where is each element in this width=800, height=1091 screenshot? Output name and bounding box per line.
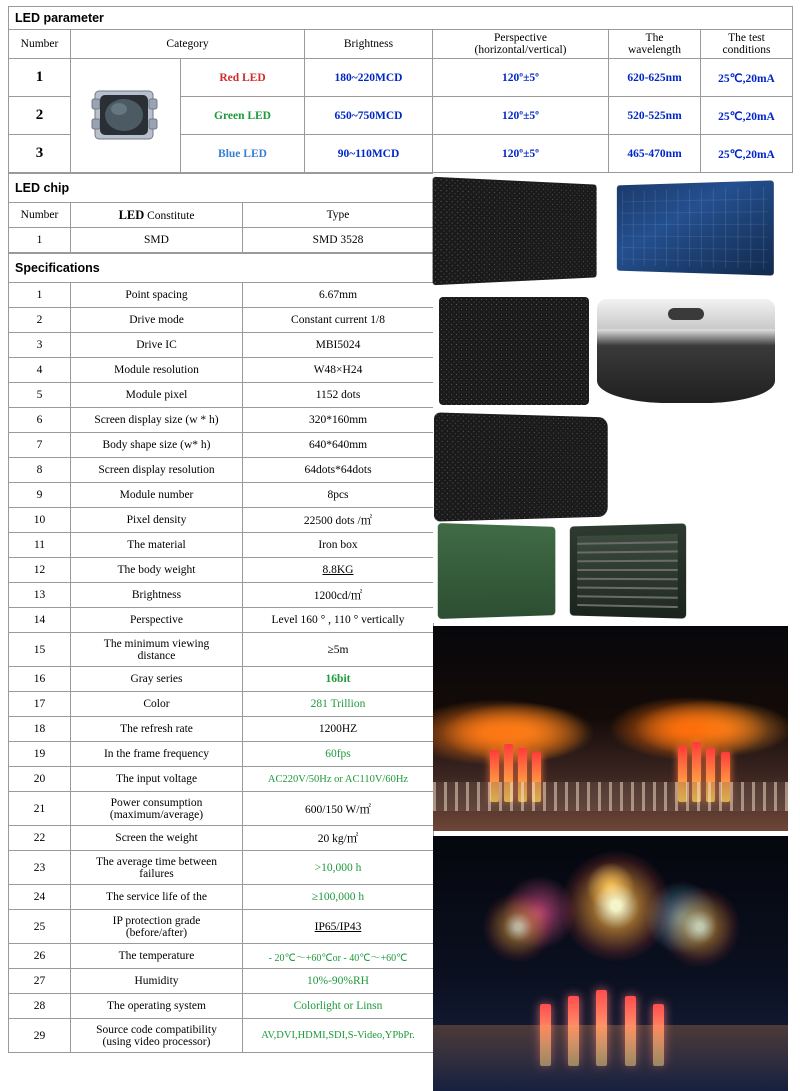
table-row bbox=[9, 944, 434, 969]
spec-value: 20 kg/㎡ bbox=[243, 826, 434, 851]
spec-no: 17 bbox=[9, 692, 71, 717]
table-row bbox=[9, 583, 434, 608]
led-parameter-title: LED parameter bbox=[9, 7, 793, 30]
spec-no: 23 bbox=[9, 851, 71, 885]
spec-name: Module pixel bbox=[71, 383, 243, 408]
spec-no: 26 bbox=[9, 944, 71, 969]
spec-value: Iron box bbox=[243, 533, 434, 558]
spec-no: 21 bbox=[9, 792, 71, 826]
spec-no: 29 bbox=[9, 1019, 71, 1053]
led-brightness-green: 650~750MCD bbox=[305, 97, 433, 135]
spec-value: 640*640mm bbox=[243, 433, 434, 458]
specifications-title: Specifications bbox=[9, 254, 434, 283]
spec-no: 6 bbox=[9, 408, 71, 433]
table-row bbox=[9, 692, 434, 717]
section-title-row bbox=[9, 254, 434, 283]
spec-value: Colorlight or Linsn bbox=[243, 994, 434, 1019]
header-wavelength bbox=[609, 30, 701, 59]
chip-row-constitute: SMD bbox=[71, 228, 243, 253]
spec-no: 5 bbox=[9, 383, 71, 408]
led-curved-display-panel-photo bbox=[597, 299, 775, 403]
spec-no: 2 bbox=[9, 308, 71, 333]
spec-name: The service life of the bbox=[71, 885, 243, 910]
table-row bbox=[9, 308, 434, 333]
table-row bbox=[9, 910, 434, 944]
spec-name: The body weight bbox=[71, 558, 243, 583]
spec-value: 1152 dots bbox=[243, 383, 434, 408]
led-wavelength-red: 620-625nm bbox=[609, 59, 701, 97]
images-row-4 bbox=[433, 523, 788, 623]
spec-no: 8 bbox=[9, 458, 71, 483]
table-row bbox=[9, 558, 434, 583]
spec-name: The material bbox=[71, 533, 243, 558]
section-title-row bbox=[9, 7, 793, 30]
led-module-pcb-photo bbox=[617, 180, 774, 275]
left-tables-column bbox=[8, 173, 433, 1053]
led-perspective-blue: 120º±5º bbox=[433, 135, 609, 173]
led-test-green: 25℃,20mA bbox=[701, 97, 793, 135]
chip-header-number: Number bbox=[9, 203, 71, 228]
spec-name-line1: Source code compatibility bbox=[96, 1023, 217, 1036]
spec-no: 1 bbox=[9, 283, 71, 308]
spec-value: ≥100,000 h bbox=[243, 885, 434, 910]
spec-name: Pixel density bbox=[71, 508, 243, 533]
led-perspective-red: 120º±5º bbox=[433, 59, 609, 97]
spec-name-line2: failures bbox=[139, 867, 174, 880]
spec-no: 3 bbox=[9, 333, 71, 358]
table-row bbox=[9, 885, 434, 910]
table-row bbox=[9, 1019, 434, 1053]
images-row-2 bbox=[433, 293, 788, 413]
spec-name-line2: (maximum/average) bbox=[109, 808, 204, 821]
spec-name: The refresh rate bbox=[71, 717, 243, 742]
spec-value: 8.8KG bbox=[243, 558, 434, 583]
led-category-green: Green LED bbox=[181, 97, 305, 135]
header-test-conditions bbox=[701, 30, 793, 59]
table-row bbox=[9, 533, 434, 558]
spec-name: Screen display size (w * h) bbox=[71, 408, 243, 433]
spec-value: 8pcs bbox=[243, 483, 434, 508]
led-chip-header-row bbox=[9, 203, 434, 228]
spec-value: ≥5m bbox=[243, 633, 434, 667]
spec-value: 1200cd/㎡ bbox=[243, 583, 434, 608]
spec-name: Drive IC bbox=[71, 333, 243, 358]
table-row bbox=[9, 59, 793, 97]
table-row bbox=[9, 792, 434, 826]
led-perspective-green: 120º±5º bbox=[433, 97, 609, 135]
table-row bbox=[9, 433, 434, 458]
spec-value: - 20℃～+60℃or - 40℃～+60℃ bbox=[243, 944, 434, 969]
header-category: Category bbox=[71, 30, 305, 59]
spec-name: The operating system bbox=[71, 994, 243, 1019]
spec-no: 13 bbox=[9, 583, 71, 608]
images-row-1 bbox=[433, 173, 788, 293]
led-category-blue: Blue LED bbox=[181, 135, 305, 173]
lower-content bbox=[8, 173, 792, 1091]
spec-name: Module number bbox=[71, 483, 243, 508]
spec-name-line1: The average time between bbox=[95, 855, 217, 868]
fireworks-led-display-night-photo bbox=[433, 836, 788, 1091]
table-row bbox=[9, 458, 434, 483]
led-mesh-module-photo bbox=[433, 177, 597, 285]
led-chip-photo bbox=[71, 59, 181, 173]
led-brightness-red: 180~220MCD bbox=[305, 59, 433, 97]
led-wavelength-blue: 465-470nm bbox=[609, 135, 701, 173]
spec-value: 10%-90%RH bbox=[243, 969, 434, 994]
header-number: Number bbox=[9, 30, 71, 59]
spec-no: 10 bbox=[9, 508, 71, 533]
spec-no: 19 bbox=[9, 742, 71, 767]
smd-led-chip-icon bbox=[89, 85, 163, 147]
row-number: 2 bbox=[9, 97, 71, 135]
spec-value: 60fps bbox=[243, 742, 434, 767]
spec-name: The temperature bbox=[71, 944, 243, 969]
table-row bbox=[9, 383, 434, 408]
spec-no: 9 bbox=[9, 483, 71, 508]
table-row bbox=[9, 667, 434, 692]
spec-value: 600/150 W/㎡ bbox=[243, 792, 434, 826]
led-wavelength-green: 520-525nm bbox=[609, 97, 701, 135]
chip-header-type: Type bbox=[243, 203, 434, 228]
table-row bbox=[9, 633, 434, 667]
spec-no: 25 bbox=[9, 910, 71, 944]
header-perspective-line2: (horizontal/vertical) bbox=[474, 44, 567, 56]
spec-name-line2: (before/after) bbox=[125, 926, 188, 939]
table-row bbox=[9, 228, 434, 253]
spec-no: 24 bbox=[9, 885, 71, 910]
spec-no: 11 bbox=[9, 533, 71, 558]
header-perspective-line1: Perspective bbox=[493, 32, 547, 44]
spec-name bbox=[71, 910, 243, 944]
spec-value: 16bit bbox=[243, 667, 434, 692]
header-brightness: Brightness bbox=[305, 30, 433, 59]
spec-value: 6.67mm bbox=[243, 283, 434, 308]
header-wavelength-line2: wavelength bbox=[627, 44, 681, 56]
led-flat-display-panel-photo bbox=[439, 297, 589, 405]
spec-name bbox=[71, 1019, 243, 1053]
spec-no: 20 bbox=[9, 767, 71, 792]
chip-row-number: 1 bbox=[9, 228, 71, 253]
table-row bbox=[9, 742, 434, 767]
table-row bbox=[9, 283, 434, 308]
spec-value: AV,DVI,HDMI,SDI,S-Video,YPbPr. bbox=[243, 1019, 434, 1053]
spec-name: In the frame frequency bbox=[71, 742, 243, 767]
spec-name: Screen the weight bbox=[71, 826, 243, 851]
table-row bbox=[9, 717, 434, 742]
led-cabinet-open-photo bbox=[570, 523, 686, 618]
row-number: 1 bbox=[9, 59, 71, 97]
spec-name-line1: IP protection grade bbox=[112, 914, 201, 927]
spec-no: 27 bbox=[9, 969, 71, 994]
spec-name: Drive mode bbox=[71, 308, 243, 333]
spec-no: 16 bbox=[9, 667, 71, 692]
led-chip-table bbox=[8, 173, 434, 253]
spec-name-line2: (using video processor) bbox=[102, 1035, 211, 1048]
spec-value: AC220V/50Hz or AC110V/60Hz bbox=[243, 767, 434, 792]
spec-name-line1: Power consumption bbox=[110, 796, 203, 809]
spec-value: 22500 dots /㎡ bbox=[243, 508, 434, 533]
spec-name-line1: The minimum viewing bbox=[103, 637, 210, 650]
chip-header-constitute-rest: Constitute bbox=[147, 209, 195, 222]
spec-no: 12 bbox=[9, 558, 71, 583]
led-category-red: Red LED bbox=[181, 59, 305, 97]
images-row-3 bbox=[433, 413, 788, 523]
row-number: 3 bbox=[9, 135, 71, 173]
header-test-line2: conditions bbox=[722, 44, 771, 56]
spec-value: IP65/IP43 bbox=[243, 910, 434, 944]
spec-value: Level 160 ° , 110 ° vertically bbox=[243, 608, 434, 633]
header-perspective bbox=[433, 30, 609, 59]
table-row bbox=[9, 826, 434, 851]
spec-no: 7 bbox=[9, 433, 71, 458]
spec-name: Humidity bbox=[71, 969, 243, 994]
header-wavelength-line1: The bbox=[645, 32, 664, 44]
curved-panel-slot bbox=[668, 308, 704, 320]
spec-value: Constant current 1/8 bbox=[243, 308, 434, 333]
spec-name: Body shape size (w* h) bbox=[71, 433, 243, 458]
spec-name: Gray series bbox=[71, 667, 243, 692]
spec-no: 4 bbox=[9, 358, 71, 383]
specifications-table bbox=[8, 253, 434, 1053]
section-title-row bbox=[9, 174, 434, 203]
spec-value: MBI5024 bbox=[243, 333, 434, 358]
led-chip-title: LED chip bbox=[9, 174, 434, 203]
chip-header-constitute-strong: LED bbox=[118, 207, 145, 222]
table-row bbox=[9, 483, 434, 508]
table-row bbox=[9, 408, 434, 433]
spec-no: 18 bbox=[9, 717, 71, 742]
spec-name: Point spacing bbox=[71, 283, 243, 308]
spec-value: 320*160mm bbox=[243, 408, 434, 433]
spec-no: 15 bbox=[9, 633, 71, 667]
led-test-red: 25℃,20mA bbox=[701, 59, 793, 97]
chip-header-constitute bbox=[71, 203, 243, 228]
led-parameter-header-row bbox=[9, 30, 793, 59]
spec-name: The input voltage bbox=[71, 767, 243, 792]
chip-row-type: SMD 3528 bbox=[243, 228, 434, 253]
led-brightness-blue: 90~110MCD bbox=[305, 135, 433, 173]
spec-no: 22 bbox=[9, 826, 71, 851]
table-row bbox=[9, 608, 434, 633]
product-images-column bbox=[433, 173, 792, 1091]
table-row bbox=[9, 969, 434, 994]
table-row bbox=[9, 767, 434, 792]
outdoor-led-night-installation-photo bbox=[433, 626, 788, 831]
spec-name-line2: distance bbox=[137, 649, 176, 662]
spec-name bbox=[71, 851, 243, 885]
spec-name bbox=[71, 633, 243, 667]
spec-no: 28 bbox=[9, 994, 71, 1019]
spec-name: Brightness bbox=[71, 583, 243, 608]
table-row bbox=[9, 358, 434, 383]
spec-value: 1200HZ bbox=[243, 717, 434, 742]
spec-name: Perspective bbox=[71, 608, 243, 633]
led-cabinet-closed-photo bbox=[438, 523, 556, 619]
spec-name: Color bbox=[71, 692, 243, 717]
table-row bbox=[9, 333, 434, 358]
table-row bbox=[9, 508, 434, 533]
spec-name: Screen display resolution bbox=[71, 458, 243, 483]
spec-value: >10,000 h bbox=[243, 851, 434, 885]
table-row bbox=[9, 994, 434, 1019]
led-parameter-table bbox=[8, 6, 793, 173]
spec-value: W48×H24 bbox=[243, 358, 434, 383]
led-parameter-section bbox=[8, 6, 792, 173]
header-test-line1: The test bbox=[728, 32, 765, 44]
spec-value: 281 Trillion bbox=[243, 692, 434, 717]
spec-name: Module resolution bbox=[71, 358, 243, 383]
spec-no: 14 bbox=[9, 608, 71, 633]
led-test-blue: 25℃,20mA bbox=[701, 135, 793, 173]
spec-value: 64dots*64dots bbox=[243, 458, 434, 483]
spec-name bbox=[71, 792, 243, 826]
table-row bbox=[9, 851, 434, 885]
led-curved-screen-photo bbox=[434, 412, 608, 521]
